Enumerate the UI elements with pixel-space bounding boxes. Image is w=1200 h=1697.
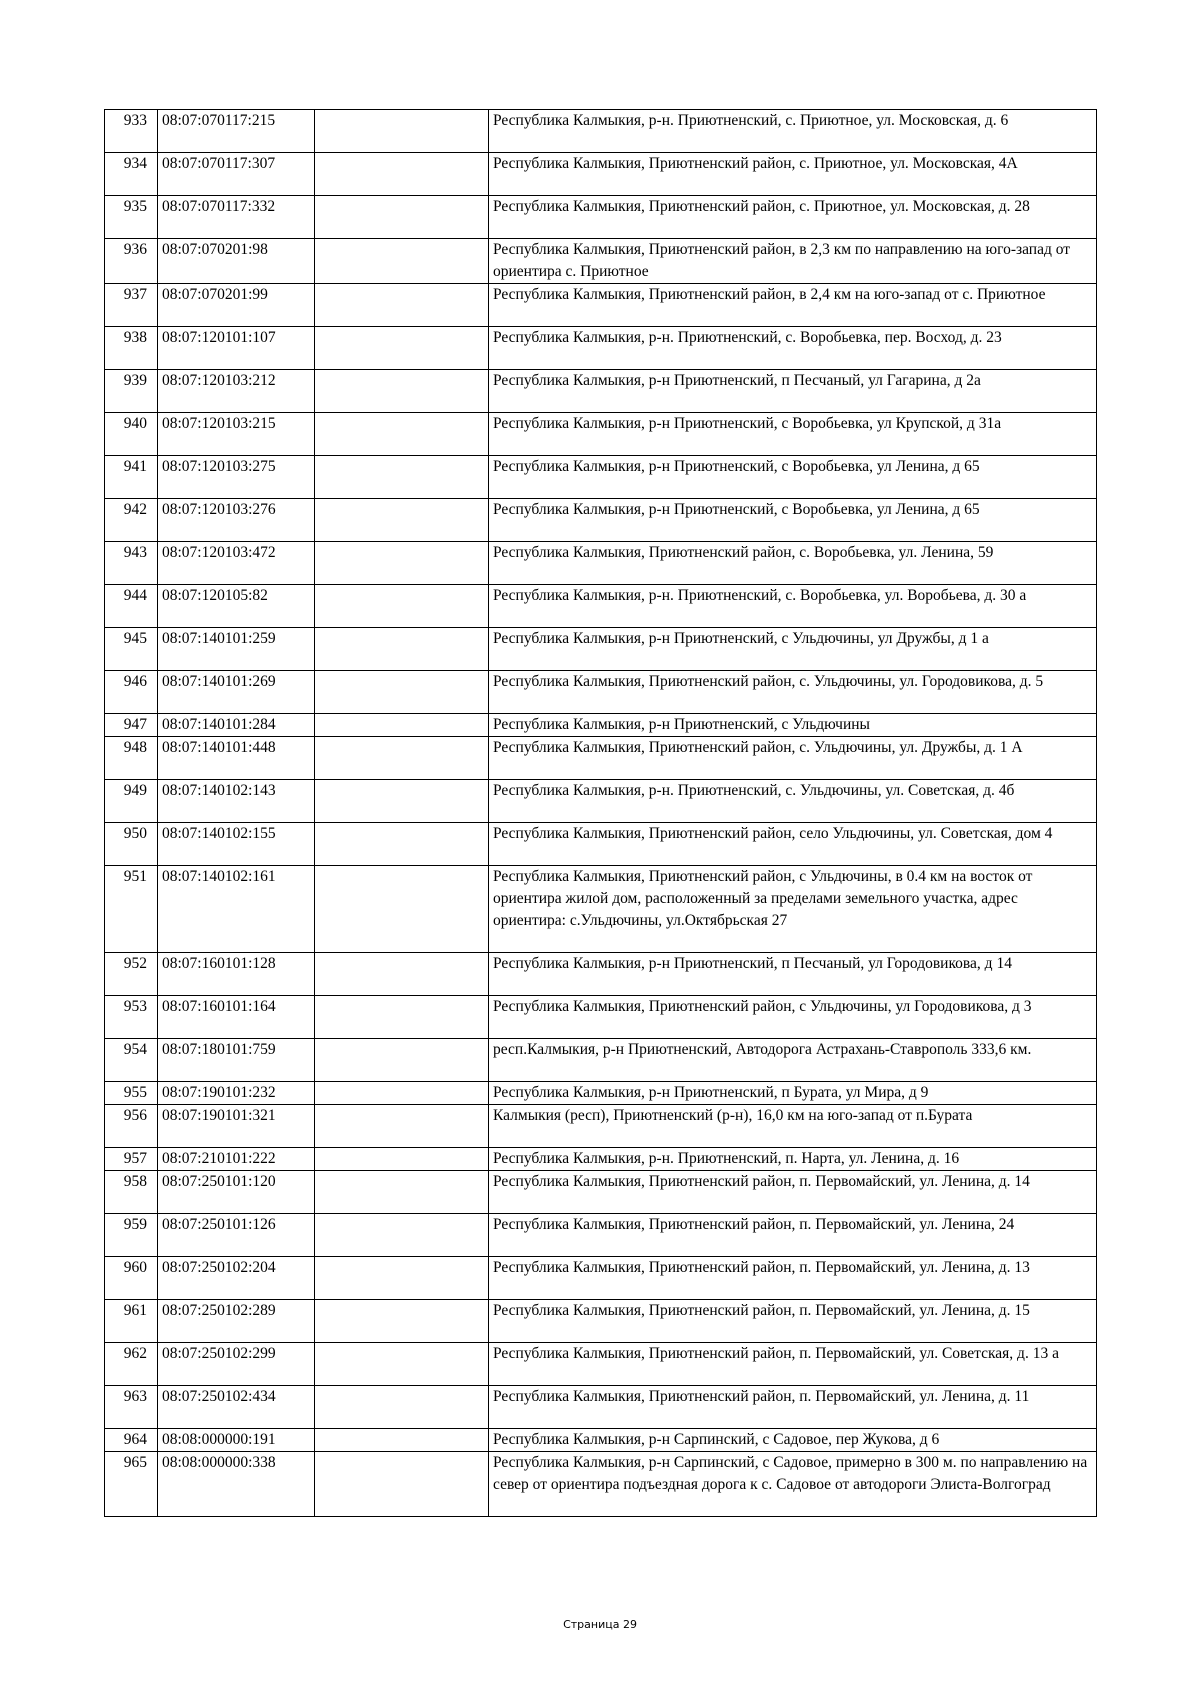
row-number-cell: 945 <box>105 628 158 671</box>
row-number-cell: 952 <box>105 953 158 996</box>
row-number-cell: 964 <box>105 1429 158 1452</box>
empty-cell <box>315 737 489 780</box>
empty-cell <box>315 1386 489 1429</box>
row-number-cell: 941 <box>105 456 158 499</box>
empty-cell <box>315 585 489 628</box>
table-row <box>105 823 1097 866</box>
page-footer <box>0 1618 1200 1631</box>
cadastral-number-cell: 08:07:180101:759 <box>158 1039 315 1082</box>
row-number-cell: 948 <box>105 737 158 780</box>
address-cell: Республика Калмыкия, Приютненский район, с. Приютное, ул. Московская, 4А <box>489 153 1097 196</box>
empty-cell <box>315 1300 489 1343</box>
row-number-cell: 957 <box>105 1148 158 1171</box>
cadastral-number-cell: 08:07:250102:204 <box>158 1257 315 1300</box>
row-number-cell: 934 <box>105 153 158 196</box>
table-row <box>105 737 1097 780</box>
empty-cell <box>315 1343 489 1386</box>
row-number-cell: 959 <box>105 1214 158 1257</box>
empty-cell <box>315 1105 489 1148</box>
table-row <box>105 866 1097 953</box>
cadastral-number-cell: 08:07:250102:299 <box>158 1343 315 1386</box>
row-number-cell: 960 <box>105 1257 158 1300</box>
address-cell: Республика Калмыкия, Приютненский район, п. Первомайский, ул. Советская, д. 13 а <box>489 1343 1097 1386</box>
table-row <box>105 671 1097 714</box>
empty-cell <box>315 499 489 542</box>
address-cell: Республика Калмыкия, Приютненский район, с. Воробьевка, ул. Ленина, 59 <box>489 542 1097 585</box>
row-number-cell: 942 <box>105 499 158 542</box>
table-row <box>105 1300 1097 1343</box>
cadastral-number-cell: 08:07:140102:161 <box>158 866 315 953</box>
table-row <box>105 780 1097 823</box>
cadastral-number-cell: 08:07:190101:232 <box>158 1082 315 1105</box>
address-cell: Республика Калмыкия, Приютненский район, п. Первомайский, ул. Ленина, д. 13 <box>489 1257 1097 1300</box>
cadastral-number-cell: 08:07:070117:307 <box>158 153 315 196</box>
empty-cell <box>315 413 489 456</box>
table-row <box>105 1386 1097 1429</box>
cadastral-number-cell: 08:07:070201:99 <box>158 284 315 327</box>
cadastral-number-cell: 08:07:140102:143 <box>158 780 315 823</box>
table-row <box>105 456 1097 499</box>
empty-cell <box>315 714 489 737</box>
address-cell: Республика Калмыкия, Приютненский район, с. Приютное, ул. Московская, д. 28 <box>489 196 1097 239</box>
empty-cell <box>315 1257 489 1300</box>
table-row <box>105 1257 1097 1300</box>
empty-cell <box>315 1171 489 1214</box>
row-number-cell: 933 <box>105 110 158 153</box>
table-row <box>105 284 1097 327</box>
address-cell: респ.Калмыкия, р-н Приютненский, Автодорога Астрахань-Ставрополь 333,6 км. <box>489 1039 1097 1082</box>
cadastral-number-cell: 08:07:120103:472 <box>158 542 315 585</box>
address-cell: Республика Калмыкия, р-н Приютненский, с Ульдючины, ул Дружбы, д 1 а <box>489 628 1097 671</box>
row-number-cell: 955 <box>105 1082 158 1105</box>
table-row <box>105 1452 1097 1517</box>
row-number-cell: 939 <box>105 370 158 413</box>
address-cell: Республика Калмыкия, р-н Приютненский, с Ульдючины <box>489 714 1097 737</box>
row-number-cell: 944 <box>105 585 158 628</box>
address-cell: Республика Калмыкия, Приютненский район, с Ульдючины, ул Городовикова, д 3 <box>489 996 1097 1039</box>
cadastral-number-cell: 08:07:140101:284 <box>158 714 315 737</box>
cadastral-number-cell: 08:07:190101:321 <box>158 1105 315 1148</box>
land-plots-table <box>104 109 1097 1517</box>
cadastral-number-cell: 08:08:000000:338 <box>158 1452 315 1517</box>
row-number-cell: 938 <box>105 327 158 370</box>
cadastral-number-cell: 08:07:120105:82 <box>158 585 315 628</box>
address-cell: Республика Калмыкия, Приютненский район, п. Первомайский, ул. Ленина, д. 11 <box>489 1386 1097 1429</box>
table-row <box>105 327 1097 370</box>
cadastral-number-cell: 08:07:250101:120 <box>158 1171 315 1214</box>
address-cell: Республика Калмыкия, р-н Приютненский, п Песчаный, ул Гагарина, д 2а <box>489 370 1097 413</box>
address-cell: Республика Калмыкия, Приютненский район, село Ульдючины, ул. Советская, дом 4 <box>489 823 1097 866</box>
cadastral-number-cell: 08:07:250101:126 <box>158 1214 315 1257</box>
cadastral-number-cell: 08:07:210101:222 <box>158 1148 315 1171</box>
empty-cell <box>315 456 489 499</box>
cadastral-number-cell: 08:07:140101:269 <box>158 671 315 714</box>
row-number-cell: 950 <box>105 823 158 866</box>
empty-cell <box>315 628 489 671</box>
empty-cell <box>315 239 489 284</box>
table-row <box>105 1214 1097 1257</box>
empty-cell <box>315 327 489 370</box>
table-row <box>105 413 1097 456</box>
cadastral-number-cell: 08:07:140101:448 <box>158 737 315 780</box>
address-cell: Республика Калмыкия, р-н Приютненский, с Воробьевка, ул Ленина, д 65 <box>489 456 1097 499</box>
table-row <box>105 1343 1097 1386</box>
empty-cell <box>315 370 489 413</box>
empty-cell <box>315 996 489 1039</box>
empty-cell <box>315 1452 489 1517</box>
table-row <box>105 714 1097 737</box>
row-number-cell: 953 <box>105 996 158 1039</box>
address-cell: Республика Калмыкия, Приютненский район, п. Первомайский, ул. Ленина, д. 15 <box>489 1300 1097 1343</box>
cadastral-number-cell: 08:07:250102:289 <box>158 1300 315 1343</box>
address-cell: Республика Калмыкия, р-н. Приютненский, п. Нарта, ул. Ленина, д. 16 <box>489 1148 1097 1171</box>
row-number-cell: 946 <box>105 671 158 714</box>
address-cell: Республика Калмыкия, р-н. Приютненский, с. Воробьевка, пер. Восход, д. 23 <box>489 327 1097 370</box>
cadastral-number-cell: 08:07:160101:164 <box>158 996 315 1039</box>
table-row <box>105 110 1097 153</box>
row-number-cell: 951 <box>105 866 158 953</box>
address-cell: Республика Калмыкия, Приютненский район, с Ульдючины, в 0.4 км на восток от ориентира жилой дом, расположенный за пределами земельного участка, адрес ориентира: с.Ульдючины, ул.Октябрьская 27 <box>489 866 1097 953</box>
address-cell: Республика Калмыкия, р-н Приютненский, с Воробьевка, ул Ленина, д 65 <box>489 499 1097 542</box>
table-body <box>105 110 1097 1517</box>
row-number-cell: 961 <box>105 1300 158 1343</box>
cadastral-number-cell: 08:07:250102:434 <box>158 1386 315 1429</box>
table-row <box>105 499 1097 542</box>
table-row <box>105 1082 1097 1105</box>
cadastral-number-cell: 08:07:070117:332 <box>158 196 315 239</box>
empty-cell <box>315 1429 489 1452</box>
table-row <box>105 1429 1097 1452</box>
table-row <box>105 370 1097 413</box>
table-row <box>105 542 1097 585</box>
table-row <box>105 1171 1097 1214</box>
row-number-cell: 937 <box>105 284 158 327</box>
row-number-cell: 963 <box>105 1386 158 1429</box>
address-cell: Республика Калмыкия, р-н. Приютненский, с. Воробьевка, ул. Воробьева, д. 30 а <box>489 585 1097 628</box>
address-cell: Республика Калмыкия, Приютненский район, п. Первомайский, ул. Ленина, д. 14 <box>489 1171 1097 1214</box>
cadastral-number-cell: 08:07:120101:107 <box>158 327 315 370</box>
address-cell: Республика Калмыкия, р-н Приютненский, п Песчаный, ул Городовикова, д 14 <box>489 953 1097 996</box>
empty-cell <box>315 1039 489 1082</box>
address-cell: Калмыкия (респ), Приютненский (р-н), 16,0 км на юго-запад от п.Бурата <box>489 1105 1097 1148</box>
row-number-cell: 962 <box>105 1343 158 1386</box>
row-number-cell: 943 <box>105 542 158 585</box>
address-cell: Республика Калмыкия, Приютненский район, п. Первомайский, ул. Ленина, 24 <box>489 1214 1097 1257</box>
cadastral-number-cell: 08:08:000000:191 <box>158 1429 315 1452</box>
table-row <box>105 953 1097 996</box>
empty-cell <box>315 1214 489 1257</box>
empty-cell <box>315 110 489 153</box>
address-cell: Республика Калмыкия, Приютненский район, в 2,4 км на юго-запад от с. Приютное <box>489 284 1097 327</box>
address-cell: Республика Калмыкия, р-н. Приютненский, с. Приютное, ул. Московская, д. 6 <box>489 110 1097 153</box>
address-cell: Республика Калмыкия, р-н Приютненский, п Бурата, ул Мира, д 9 <box>489 1082 1097 1105</box>
cadastral-number-cell: 08:07:120103:212 <box>158 370 315 413</box>
cadastral-number-cell: 08:07:120103:276 <box>158 499 315 542</box>
empty-cell <box>315 823 489 866</box>
table-row <box>105 1105 1097 1148</box>
address-cell: Республика Калмыкия, Приютненский район, с. Ульдючины, ул. Городовикова, д. 5 <box>489 671 1097 714</box>
empty-cell <box>315 284 489 327</box>
row-number-cell: 935 <box>105 196 158 239</box>
cadastral-number-cell: 08:07:160101:128 <box>158 953 315 996</box>
table-row <box>105 996 1097 1039</box>
table-row <box>105 153 1097 196</box>
row-number-cell: 954 <box>105 1039 158 1082</box>
empty-cell <box>315 542 489 585</box>
table-row <box>105 628 1097 671</box>
page-number: Страница 29 <box>563 1618 637 1631</box>
table-row <box>105 585 1097 628</box>
cadastral-number-cell: 08:07:070117:215 <box>158 110 315 153</box>
empty-cell <box>315 953 489 996</box>
address-cell: Республика Калмыкия, р-н Сарпинский, с Садовое, пер Жукова, д 6 <box>489 1429 1097 1452</box>
row-number-cell: 949 <box>105 780 158 823</box>
empty-cell <box>315 671 489 714</box>
empty-cell <box>315 153 489 196</box>
table-row <box>105 239 1097 284</box>
empty-cell <box>315 866 489 953</box>
address-cell: Республика Калмыкия, Приютненский район, в 2,3 км по направлению на юго-запад от ориентира с. Приютное <box>489 239 1097 284</box>
address-cell: Республика Калмыкия, р-н Приютненский, с Воробьевка, ул Крупской, д 31а <box>489 413 1097 456</box>
row-number-cell: 958 <box>105 1171 158 1214</box>
cadastral-number-cell: 08:07:120103:275 <box>158 456 315 499</box>
row-number-cell: 956 <box>105 1105 158 1148</box>
address-cell: Республика Калмыкия, р-н. Приютненский, с. Ульдючины, ул. Советская, д. 4б <box>489 780 1097 823</box>
cadastral-number-cell: 08:07:140102:155 <box>158 823 315 866</box>
empty-cell <box>315 1148 489 1171</box>
cadastral-number-cell: 08:07:070201:98 <box>158 239 315 284</box>
table-row <box>105 1148 1097 1171</box>
empty-cell <box>315 780 489 823</box>
row-number-cell: 947 <box>105 714 158 737</box>
empty-cell <box>315 196 489 239</box>
table-row <box>105 1039 1097 1082</box>
cadastral-number-cell: 08:07:140101:259 <box>158 628 315 671</box>
row-number-cell: 936 <box>105 239 158 284</box>
table-row <box>105 196 1097 239</box>
address-cell: Республика Калмыкия, Приютненский район, с. Ульдючины, ул. Дружбы, д. 1 А <box>489 737 1097 780</box>
row-number-cell: 940 <box>105 413 158 456</box>
empty-cell <box>315 1082 489 1105</box>
address-cell: Республика Калмыкия, р-н Сарпинский, с Садовое, примерно в 300 м. по направлению на север от ориентира подъездная дорога к с. Садовое от автодороги Элиста-Волгоград <box>489 1452 1097 1517</box>
row-number-cell: 965 <box>105 1452 158 1517</box>
cadastral-number-cell: 08:07:120103:215 <box>158 413 315 456</box>
